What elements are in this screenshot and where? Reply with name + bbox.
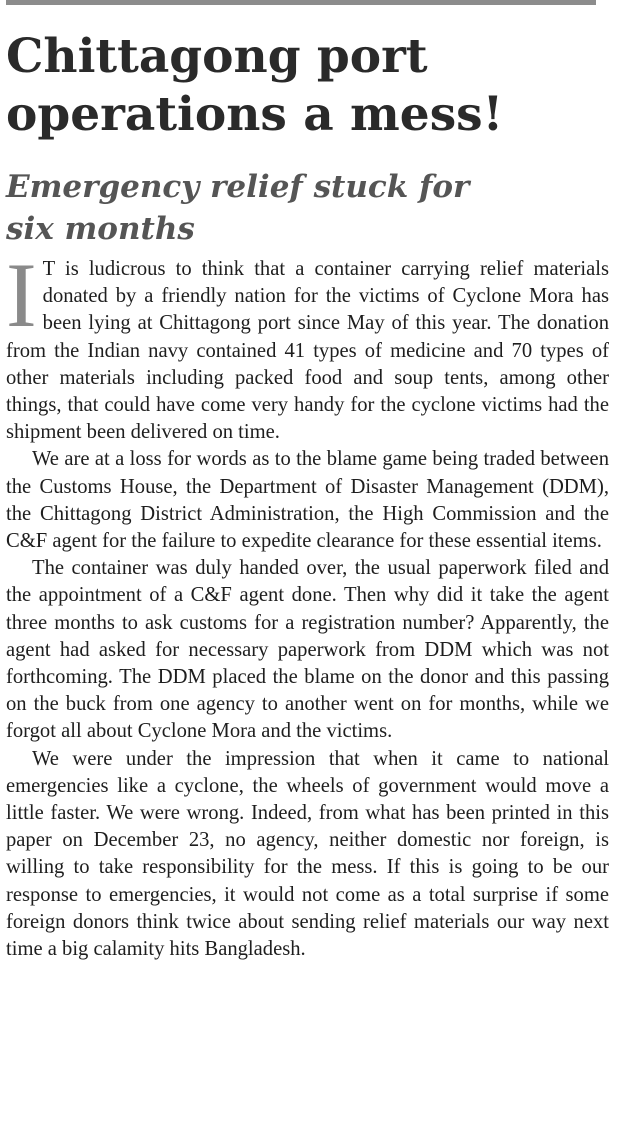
article-body bbox=[6, 244, 609, 963]
subheadline bbox=[6, 166, 606, 250]
headline bbox=[6, 28, 606, 144]
drop-cap: I bbox=[6, 244, 37, 346]
paragraph-4: We were under the impression that when it came to national emergencies like a cyclone, the wheels of government would move a little faster. We were wrong. Indeed, from what has been printed in this paper on December 23, no agency, neither domestic nor foreign, is willing to take responsibility for the mess. If this is going to be our response to emergencies, it would not come as a total surprise if some foreign donors think twice about sending relief materials our way next time a big calamity hits Bangladesh. bbox=[6, 747, 609, 961]
headline-line-1: Chittagong port bbox=[6, 29, 428, 84]
subheadline-line-2: six months bbox=[6, 211, 195, 247]
paragraph-1 bbox=[6, 244, 609, 446]
top-rule bbox=[6, 0, 596, 5]
paragraph-1-text: T is ludicrous to think that a container carrying relief materials donated by a friendly nation for the victims of Cyclone Mora has been lying at Chittagong port since May of this year. The donation from the Indian navy contained 41 types of medicine and 70 types of other materials including packed food and soup tents, among other things, that could have come very handy for the cyclone victims had the shipment been delivered on time. bbox=[6, 258, 609, 444]
headline-line-2: operations a mess! bbox=[6, 87, 504, 142]
paragraph-3: The container was duly handed over, the usual paperwork filed and the appointment of a C&F agent done. Then why did it take the agent three months to ask customs for a registration number? Apparently, the agent had asked for necessary paperwork from DDM which was not forthcoming. The DDM placed the blame on the donor and this passing on the buck from one agency to another went on for months, while we forgot all about Cyclone Mora and the victims. bbox=[6, 557, 609, 743]
subheadline-line-1: Emergency relief stuck for bbox=[6, 169, 470, 205]
paragraph-2: We are at a loss for words as to the blame game being traded between the Customs House, the Department of Disaster Management (DDM), the Chittagong District Administration, the High Commission and the C&F agent for the failure to expedite clearance for these essential items. bbox=[6, 448, 609, 553]
